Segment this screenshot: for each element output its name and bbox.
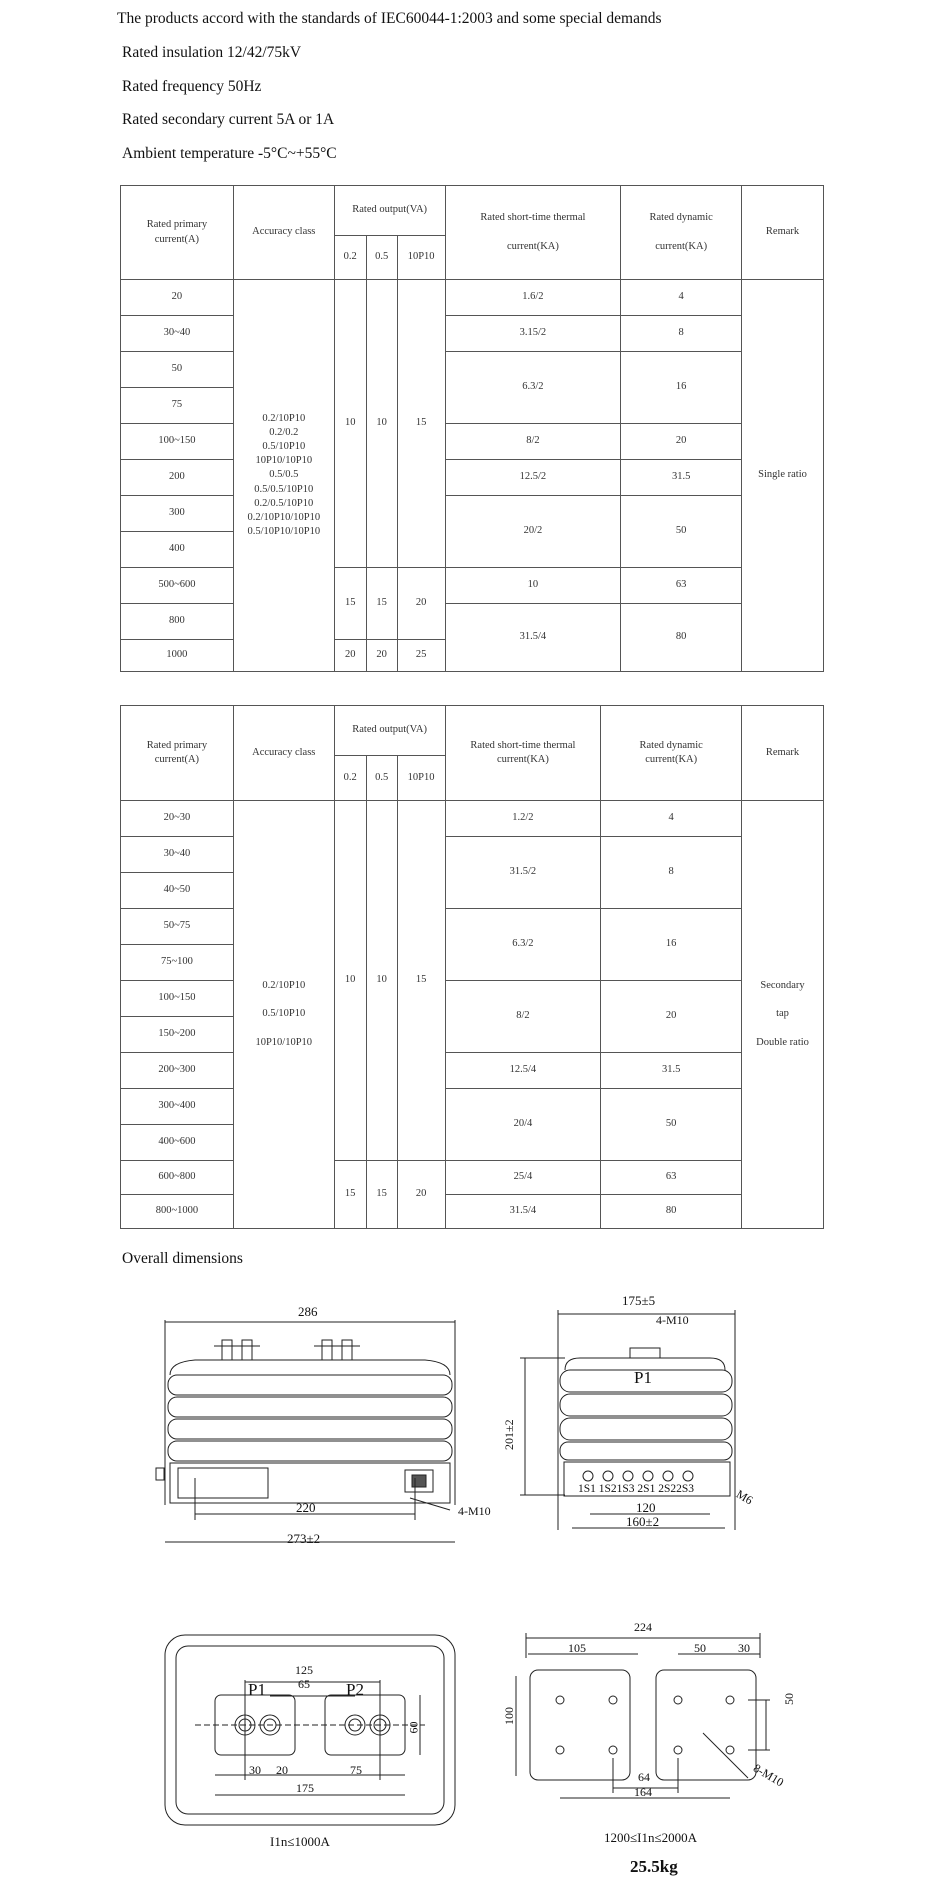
table-cell: 12.5/2 [445,460,621,496]
table-cell: 8/2 [445,981,601,1053]
bl-dim-65: 65 [298,1677,310,1691]
table-cell: 100~150 [121,424,234,460]
bl-dim-125: 125 [295,1663,313,1677]
br-dim-50v: 50 [782,1693,796,1705]
table-cell: 100~150 [121,981,234,1017]
table-cell: 8 [621,316,742,352]
side-m6-label: M6 [733,1486,756,1508]
table-cell: 15 [366,1161,397,1229]
front-overall-dim-line [160,1530,460,1550]
table-cell: 4 [601,801,742,837]
front-view-drawing [150,1300,470,1520]
br-dim-30: 30 [738,1641,750,1655]
table-cell: 15 [366,568,397,640]
header-output: Rated output(VA) [334,186,445,236]
table-cell: 600~800 [121,1161,234,1195]
header-out-02: 0.2 [334,236,366,280]
table-cell: 20 [621,424,742,460]
table-cell: 12.5/4 [445,1053,601,1089]
side-dim-height: 201±2 [502,1419,516,1450]
table-cell: 20 [397,1161,445,1229]
table-cell: 1.6/2 [445,280,621,316]
table-cell: 15 [397,280,445,568]
header-output: Rated output(VA) [334,706,445,756]
remark-cell: Single ratio [742,280,824,672]
table-cell: 300~400 [121,1089,234,1125]
header-thermal: Rated short-time thermal current(KA) [445,186,621,280]
header-primary: Rated primary current(A) [121,186,234,280]
br-caption: 1200≤I1n≤2000A [604,1830,697,1845]
header-out-10p10: 10P10 [397,236,445,280]
ambient-temperature: Ambient temperature -5°C~+55°C [122,145,337,162]
table-cell: 10 [334,801,366,1161]
table-cell: 75 [121,388,234,424]
table-cell: 20/2 [445,496,621,568]
br-dim-64: 64 [638,1770,650,1784]
br-dim-164: 164 [634,1785,652,1799]
table-cell: 3.15/2 [445,316,621,352]
table-cell: 31.5/4 [445,1195,601,1229]
bl-dim-75: 75 [350,1763,362,1777]
table-cell: 30~40 [121,316,234,352]
side-dim-160: 160±2 [626,1514,660,1529]
table-cell: 300 [121,496,234,532]
bl-dim-20: 20 [276,1763,288,1777]
front-bolt-label: 4-M10 [458,1504,491,1518]
bl-dim-60: 60 [406,1721,421,1734]
table-cell: 30~40 [121,837,234,873]
header-accuracy: Accuracy class [233,706,334,801]
side-terminal-labels: 1S1 1S21S3 2S1 2S22S3 [578,1483,694,1495]
header-dynamic: Rated dynamic current(KA) [621,186,742,280]
table-cell: 15 [397,801,445,1161]
table-cell: 50 [621,496,742,568]
remark-cell: Secondary tap Double ratio [742,801,824,1229]
table-cell: 150~200 [121,1017,234,1053]
bl-caption: I1n≤1000A [270,1834,330,1849]
table-cell: 20/4 [445,1089,601,1161]
table-cell: 20 [366,640,397,672]
table-cell: 10 [334,280,366,568]
accuracy-list: 0.2/10P10 0.2/0.2 0.5/10P10 10P10/10P10 0.5/0.5 0.5/0.5/10P10 0.2/0.5/10P10 0.2/10P10/10P10 0.5/10P10/10P10 [233,280,334,672]
front-dim-220: 220 [296,1500,316,1515]
table-cell: 6.3/2 [445,352,621,424]
side-bolt-label: 4-M10 [656,1313,689,1327]
table-cell: 10 [445,568,621,604]
table-cell: 50 [601,1089,742,1161]
side-dim-width: 175±5 [622,1293,656,1308]
side-dim-120: 120 [636,1500,656,1515]
br-bolt-label: 8-M10 [750,1760,787,1790]
spec-table-single-ratio [120,185,824,672]
br-dim-105: 105 [568,1641,586,1655]
table-cell: 4 [621,280,742,316]
table-cell: 200~300 [121,1053,234,1089]
bl-dim-30: 30 [249,1763,261,1777]
header-out-05: 0.5 [366,756,397,801]
header-accuracy: Accuracy class [233,186,334,280]
table-cell: 63 [621,568,742,604]
bl-p2-label: P2 [346,1680,364,1699]
side-p1-label: P1 [634,1368,652,1387]
bl-p1-label: P1 [248,1680,266,1699]
table-cell: 10 [366,280,397,568]
table-cell: 6.3/2 [445,909,601,981]
table-cell: 31.5 [601,1053,742,1089]
front-dim-273: 273±2 [287,1531,321,1546]
table-cell: 800~1000 [121,1195,234,1229]
table-cell: 20 [601,981,742,1053]
front-dim-286: 286 [298,1304,318,1319]
side-view-drawing [520,1300,760,1530]
table-cell: 50~75 [121,909,234,945]
rated-frequency: Rated frequency 50Hz [122,78,262,95]
bottom-right-drawing [508,1628,798,1828]
table-cell: 50 [121,352,234,388]
table-cell: 31.5 [621,460,742,496]
table-cell: 200 [121,460,234,496]
table-cell: 20 [397,568,445,640]
header-out-02: 0.2 [334,756,366,801]
header-thermal: Rated short-time thermal current(KA) [445,706,601,801]
table-cell: 80 [601,1195,742,1229]
table-cell: 31.5/4 [445,604,621,672]
table-cell: 500~600 [121,568,234,604]
table-cell: 25/4 [445,1161,601,1195]
table-cell: 15 [334,1161,366,1229]
bl-dim-175: 175 [296,1781,314,1795]
table-cell: 20 [334,640,366,672]
br-dim-224: 224 [634,1620,652,1634]
header-primary: Rated primary current(A) [121,706,234,801]
table-cell: 40~50 [121,873,234,909]
table-cell: 15 [334,568,366,640]
standards-text: The products accord with the standards of IEC60044-1:2003 and some special demands [117,10,662,27]
header-dynamic: Rated dynamic current(KA) [601,706,742,801]
table-cell: 1.2/2 [445,801,601,837]
table-cell: 8 [601,837,742,909]
table-cell: 400 [121,532,234,568]
table-cell: 25 [397,640,445,672]
br-dim-50: 50 [694,1641,706,1655]
rated-insulation: Rated insulation 12/42/75kV [122,44,302,61]
header-remark: Remark [742,706,824,801]
br-dim-100: 100 [502,1707,516,1725]
table-cell: 16 [601,909,742,981]
header-remark: Remark [742,186,824,280]
table-cell: 20 [121,280,234,316]
header-out-05: 0.5 [366,236,397,280]
table-cell: 1000 [121,640,234,672]
table-cell: 75~100 [121,945,234,981]
table-cell: 16 [621,352,742,424]
table-cell: 10 [366,801,397,1161]
table-cell: 800 [121,604,234,640]
spec-table-double-ratio [120,705,824,1229]
table-cell: 20~30 [121,801,234,837]
table-cell: 80 [621,604,742,672]
table-cell: 31.5/2 [445,837,601,909]
table-cell: 8/2 [445,424,621,460]
rated-secondary-current: Rated secondary current 5A or 1A [122,111,335,128]
table-cell: 400~600 [121,1125,234,1161]
accuracy-list: 0.2/10P10 0.5/10P10 10P10/10P10 [233,801,334,1229]
product-weight: 25.5kg [630,1857,678,1876]
header-out-10p10: 10P10 [397,756,445,801]
table-cell: 63 [601,1161,742,1195]
dimensions-title: Overall dimensions [122,1250,243,1267]
